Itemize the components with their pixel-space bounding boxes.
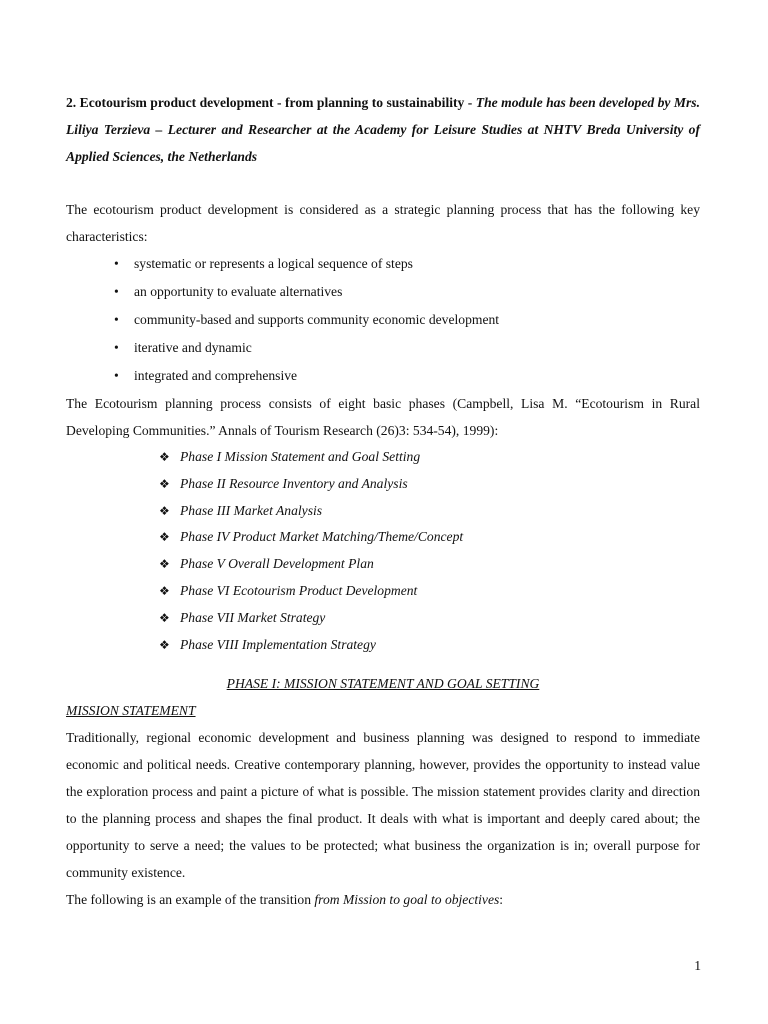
list-item: [114, 306, 700, 334]
transition-paragraph: [66, 886, 700, 913]
bullet-icon: •: [114, 284, 119, 299]
phase-label: Phase VII Market Strategy: [180, 609, 326, 625]
list-item: [114, 250, 700, 278]
list-item: [159, 578, 700, 605]
list-item-text: systematic or represents a logical sequence of steps: [134, 256, 413, 271]
phase-label: Phase VI Ecotourism Product Development: [180, 582, 418, 598]
diamond-bullet-icon: ❖: [159, 637, 170, 652]
page-content: [66, 89, 700, 913]
heading-author-note: The module has been developed by Mrs. Liliya Terzieva – Lecturer and Researcher at the Academy for Leisure Studies at NHTV Breda University of Applied Sciences, the Netherlands: [66, 95, 700, 164]
list-item: [114, 362, 700, 390]
bullet-icon: •: [114, 312, 119, 327]
bullet-icon: •: [114, 256, 119, 271]
list-item: [114, 334, 700, 362]
phase-label: Phase III Market Analysis: [180, 502, 323, 518]
phases-intro-paragraph: The Ecotourism planning process consists of eight basic phases (Campbell, Lisa M. “Ecotourism in Rural Developing Communities.” Annals of Tourism Research (26)3: 534-54), 1999):: [66, 396, 700, 438]
list-item: [159, 524, 700, 551]
phase-label: Phase VIII Implementation Strategy: [180, 636, 376, 652]
diamond-bullet-icon: ❖: [159, 476, 170, 491]
bullet-icon: •: [114, 340, 119, 355]
list-item-text: iterative and dynamic: [134, 340, 252, 355]
list-item-text: community-based and supports community economic development: [134, 312, 500, 327]
diamond-bullet-icon: ❖: [159, 530, 170, 545]
list-item: [159, 444, 700, 471]
subsection-title: MISSION STATEMENT: [66, 703, 196, 719]
diamond-bullet-icon: ❖: [159, 557, 170, 572]
phase-label: Phase II Resource Inventory and Analysis: [180, 475, 408, 491]
phase-label: Phase V Overall Development Plan: [180, 556, 374, 572]
transition-end: :: [499, 892, 504, 908]
diamond-bullet-icon: ❖: [159, 503, 170, 518]
intro-paragraph: The ecotourism product development is considered as a strategic planning process that has the following key characteristics:: [66, 202, 700, 244]
module-heading: [66, 89, 700, 170]
diamond-bullet-icon: ❖: [159, 610, 170, 625]
list-item: [159, 605, 700, 632]
list-item: [159, 551, 700, 578]
mission-paragraph: Traditionally, regional economic development and business planning was designed to respond to immediate economic and political needs. Creative contemporary planning, however, provides the opportunity to instead value the exploration process and paint a picture of what is possible. The mission statement provides clarity and direction to the planning process and shapes the final product. It deals with what is important and deeply cared about; the opportunity to serve a need; the values to be protected; what business the organization is in; overall purpose for community existence.: [66, 730, 700, 881]
section-title: PHASE I: MISSION STATEMENT AND GOAL SETTING: [226, 676, 540, 692]
phase-label: Phase I Mission Statement and Goal Setting: [180, 449, 421, 464]
phases-list: [66, 444, 700, 658]
phase-label: Phase IV Product Market Matching/Theme/Concept: [180, 529, 464, 545]
spacer: [66, 170, 700, 196]
characteristics-list: [66, 250, 700, 390]
list-item: [159, 632, 700, 659]
diamond-bullet-icon: ❖: [159, 450, 170, 464]
list-item: [114, 278, 700, 306]
list-item-text: an opportunity to evaluate alternatives: [134, 284, 343, 299]
list-item-text: integrated and comprehensive: [134, 368, 298, 383]
transition-text: The following is an example of the transition: [66, 892, 315, 908]
page-number: 1: [694, 958, 701, 973]
list-item: [159, 498, 700, 525]
bullet-icon: •: [114, 368, 119, 383]
transition-emphasis: from Mission to goal to objectives: [314, 892, 500, 908]
heading-title: 2. Ecotourism product development - from planning to sustainability -: [66, 95, 476, 110]
diamond-bullet-icon: ❖: [159, 583, 170, 598]
list-item: [159, 471, 700, 498]
